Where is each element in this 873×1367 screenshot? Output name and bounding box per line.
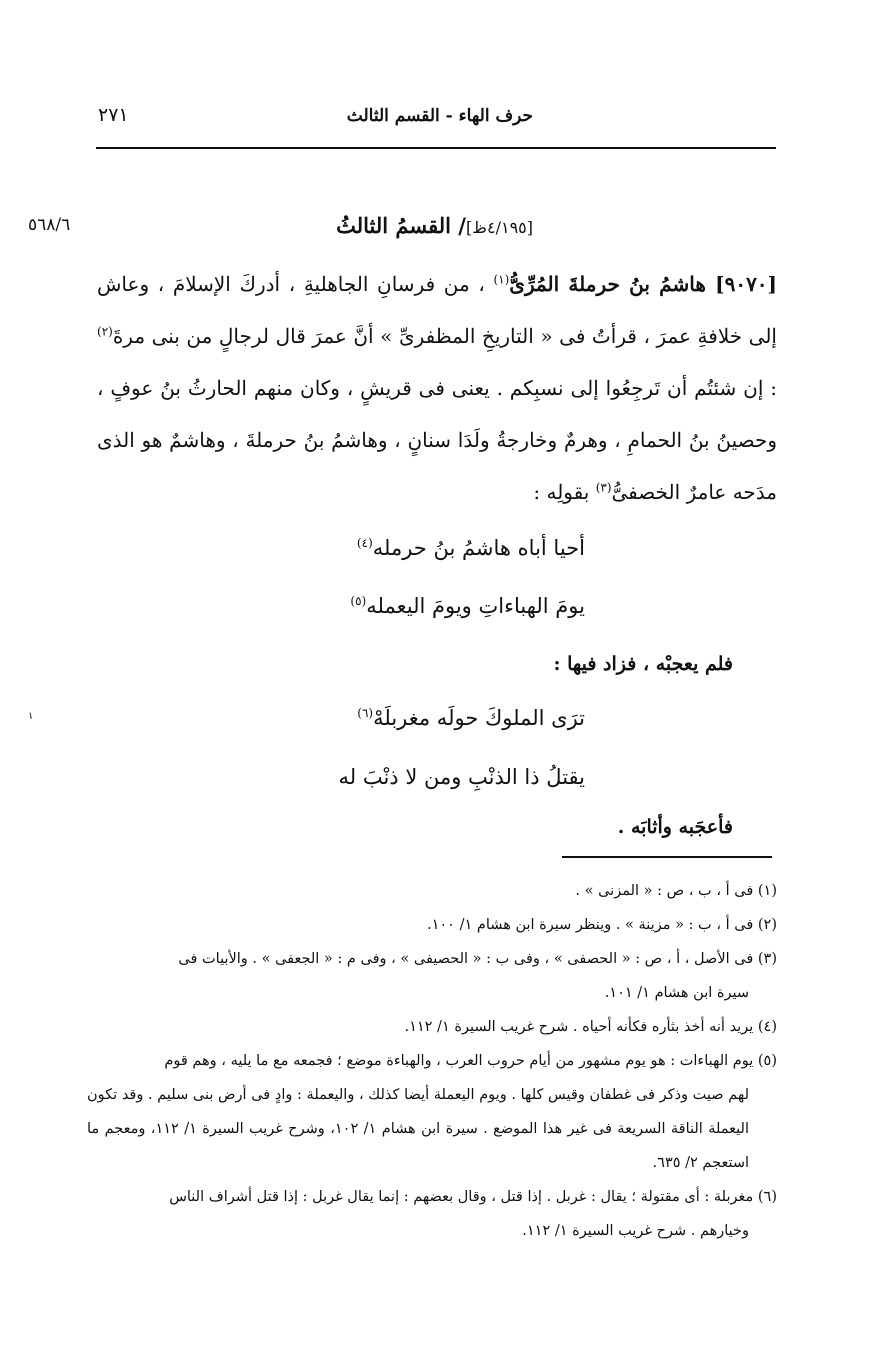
footnote-1-text: (١) فى أ ، ب ، ص : « المزنى » . bbox=[575, 883, 777, 899]
footnote-1 bbox=[87, 874, 777, 908]
footnote-ref-2: (٢) bbox=[97, 324, 113, 339]
entry-text-1: ، من فرسانِ الجاهليةِ ، أدركَ الإسلامَ ، وعاش إلى خلافةِ عمرَ ، قرأتُ فى « التاريخِ المظفرىِّ » أنَّ عمرَ قال لرجالٍ من بنى مرةَ bbox=[97, 272, 777, 348]
section-title: / القسمُ الثالثُ bbox=[336, 213, 466, 238]
footnote-2-text: (٢) فى أ ، ب : « مزينة » . وينظر سيرة ابن هشام ١/ ١٠٠. bbox=[426, 917, 777, 933]
footnotes bbox=[87, 874, 777, 1248]
entry-heading: [٩٠٧٠] هاشمُ بنُ حرملةَ المُرِّىُّ bbox=[509, 272, 778, 296]
footnote-5-continuation: لهم صيت وذكر فى غطفان وقيس كلها . ويوم اليعملة أيضا كذلك ، واليعملة : وادٍ فى أرض بنى سليم . وقد تكون اليعملة الناقة السريعة فى غير هذا الموضع . سيرة ابن هشام ١/ ١٠٢، وشرح غريب السيرة ١/ ١١٢، ومعجم ما استعجم ٢/ ٦٣٥. bbox=[87, 1087, 749, 1171]
entry-paragraph bbox=[97, 258, 777, 518]
footnote-6-text: (٦) مغربلة : أى مقتولة ؛ يقال : غربل . إذا قتل ، وقال بعضهم : إنما يقال غربل : إذا قتل أشراف الناس bbox=[169, 1189, 777, 1205]
header-rule bbox=[96, 147, 776, 149]
footnote-2 bbox=[87, 908, 777, 942]
entry-text-3: بقولِه : bbox=[533, 480, 590, 504]
verse-4: يقتلُ ذا الذنْبِ ومن لا ذنْبَ له bbox=[338, 765, 585, 789]
footnote-ref-3: (٣) bbox=[595, 480, 612, 495]
running-title: حرف الهاء - القسم الثالث bbox=[346, 106, 533, 126]
verse-2 bbox=[350, 594, 585, 618]
verse-1 bbox=[357, 536, 585, 560]
footnote-rule bbox=[562, 856, 772, 858]
verse-1-text: أحيا أباه هاشمُ بنُ حرمله bbox=[372, 536, 585, 560]
verse-3 bbox=[357, 706, 585, 730]
footnote-6 bbox=[87, 1180, 777, 1248]
footnote-4 bbox=[87, 1010, 777, 1044]
margin-volume-ref: ٥٦٨/٦ bbox=[28, 215, 71, 235]
footnote-ref-5: (٥) bbox=[350, 594, 367, 608]
footnote-5-text: (٥) يوم الهباءات : هو يوم مشهور من أيام حروب العرب ، والهباءة موضع ؛ فجمعه مع ما يليه ، وهم قوم bbox=[164, 1053, 777, 1069]
footnote-ref-4: (٤) bbox=[356, 536, 373, 550]
footnote-5 bbox=[87, 1044, 777, 1180]
verse-3-text: ترَى الملوكَ حولَه مغربلَهْ bbox=[373, 706, 585, 730]
footnote-ref-1: (١) bbox=[493, 272, 510, 287]
footnote-3-continuation: سيرة ابن هشام ١/ ١٠١. bbox=[604, 985, 749, 1001]
verse-2-text: يومَ الهباءاتِ ويومَ اليعمله bbox=[366, 594, 585, 618]
prose-line-2: فأعجَبه وأثابَه . bbox=[617, 816, 733, 838]
footnote-3 bbox=[87, 942, 777, 1010]
section-heading bbox=[336, 213, 533, 238]
margin-mark: ١ bbox=[28, 711, 34, 722]
entry-text-2: : إن شئتُم أن تَرجِعُوا إلى نسبِكم . يعنى فى قريشٍ ، وكان منهم الحارثُ بنُ عوفٍ ، وحصينُ بنُ الحمامِ ، وهرمٌ وخارجةُ ولَدَا سنانٍ ، وهاشمُ بنُ حرملةَ ، وهاشمٌ هو الذى مدَحه عامرٌ الخصفىُّ bbox=[97, 376, 777, 504]
prose-line-1: فلم يعجبْه ، فزاد فيها : bbox=[553, 653, 733, 675]
footnote-6-continuation: وخيارهم . شرح غريب السيرة ١/ ١١٢. bbox=[522, 1223, 749, 1239]
section-manuscript-ref: [٤/١٩٥ظ] bbox=[465, 218, 533, 237]
footnote-ref-6: (٦) bbox=[357, 706, 374, 720]
footnote-4-text: (٤) يريد أنه أخذ بثأره فكأنه أحياه . شرح غريب السيرة ١/ ١١٢. bbox=[404, 1019, 777, 1035]
page-number: ٢٧١ bbox=[98, 104, 129, 126]
footnote-3-text: (٣) فى الأصل ، أ ، ص : « الحصفى » ، وفى ب : « الحصيفى » ، وفى م : « الجعفى » . والأبيات فى bbox=[178, 951, 777, 967]
